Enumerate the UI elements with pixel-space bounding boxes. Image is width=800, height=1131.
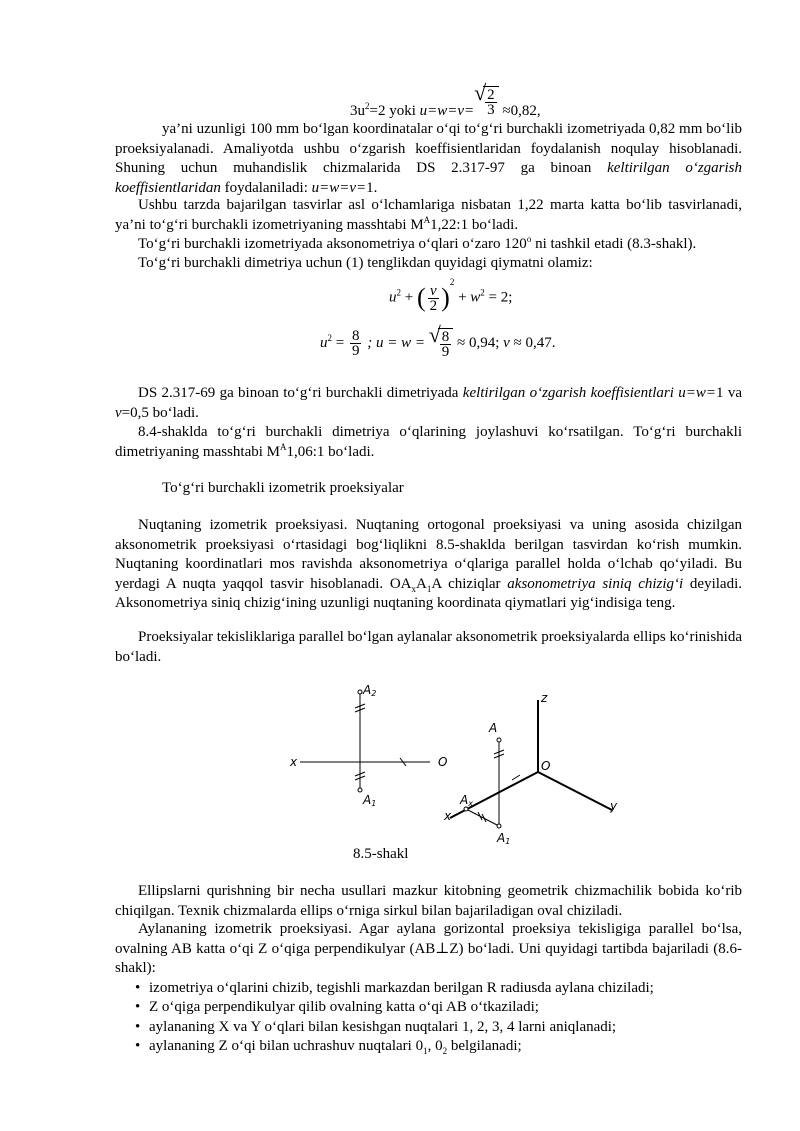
label-y: y — [610, 799, 618, 813]
label-O-right: O — [541, 759, 551, 773]
figure-caption: 8.5-shakl — [353, 846, 409, 862]
label-O-left: O — [438, 755, 448, 769]
paragraph-ellipse-methods: Ellipslarni qurishning bir necha usullari mazkur kitobning geometrik chizmachilik bobida ko‘rib chiqilgan. Texnik chizmalarda ellips o‘rniga sirkul bilan bajariladigan oval chiziladi. — [115, 883, 742, 919]
formula-izometry-coefficient: $3u^2=2$ yoki u=w=v= √ $\frac{2}{3}$ ≈0,82, — [350, 80, 541, 119]
paragraph-ellipse: Proeksiyalar tekisliklariga parallel bo‘lgan aylanalar aksonometrik proeksiyalarda ellips ko‘rinishida bo‘ladi. — [115, 629, 742, 665]
label-x-left: x — [290, 755, 298, 769]
formula-dimetry-sum: $u^2$ + ( $\frac{v}{2}$ )$^2 + w^2 = 2$; — [389, 277, 513, 314]
figure-isometric-projection — [450, 700, 612, 828]
label-x-right: x — [444, 809, 452, 823]
formula-dimetry-values: $u^2$ = $\frac{8}{9}$ ; u = w = √ $\frac{8}{9}$ ≈ 0,94; v ≈ 0,47. — [320, 322, 556, 360]
label-Ax: Ax — [460, 793, 473, 808]
paragraph-circle-projection: Aylananing izometrik proeksiyasi. Agar aylana gorizontal proeksiya tekisligiga parallel bo‘lsa, ovalning AB katta o‘qi Z o‘qiga perpendikulyar (AB⊥Z) bo‘ladi. Uni quyidagi tartibda bajariladi (8.6-shakl): — [115, 921, 742, 976]
paragraph-coefficients: ya’ni uzunligi 100 mm bo‘lgan koordinatalar o‘qi to‘g‘ri burchakli izometriyada 0,82 mm bo‘lib proeksiyalanadi. Amaliyotda ushbu o‘zgarish koeffisientlaridan foydalanish noqulay hisoblanadi. Shuning uchun muhandislik chizmalarida DS 2.317-97 ga binoan keltirilgan o‘zgarish koeffisientlaridan foydalaniladi: u=w=v=1. — [115, 121, 742, 196]
paragraph-axes-angle: To‘g‘ri burchakli izometriyada aksonometriya o‘qlari o‘zaro 120$^o$ ni tashkil etadi (8.3-shakl). — [138, 234, 697, 252]
figure-orthogonal-projection — [300, 690, 430, 792]
label-A2: A2 — [363, 683, 377, 698]
paragraph-point-projection: Nuqtaning izometrik proeksiyasi. Nuqtaning ortogonal proeksiyasi va uning asosida chizilgan aksonometrik proeksiyasi o‘rtasidagi bog‘liqlikni 8.5-shaklda berilgan tasvirdan ko‘rish mumkin. Nuqtaning koordinatlari mos ravishda aksonometriya o‘qlariga parallel holda o‘lchab qo‘yiladi. Bu yerdagi A nuqta yaqqol tasvir hisoblanadi. $OA_xA_1A$ chiziqlar aksonometriya siniq chizig‘i deyiladi. Aksonometriya siniq chizig‘ining uzunligi nuqtaning koordinata qiymatlari yig‘indisiga teng. — [115, 517, 742, 611]
label-z: z — [541, 691, 548, 705]
paragraph-scale-izometry: Ushbu tarzda bajarilgan tasvirlar asl o‘lchamlariga nisbatan 1,22 marta katta bo‘lib tasvirlanadi, ya’ni to‘g‘ri burchakli izometriyaning masshtabi $M^A1,22:1$ bo‘ladi. — [115, 197, 742, 233]
label-A1-left: A1 — [363, 793, 377, 808]
paragraph-dimetry-intro: To‘g‘ri burchakli dimetriya uchun (1) tenglikdan quyidagi qiymatni olamiz: — [138, 255, 593, 271]
paragraph-dimetry-scale: 8.4-shaklda to‘g‘ri burchakli dimetriya o‘qlarining joylashuvi ko‘rsatilgan. To‘g‘ri burchakli dimetriyaning masshtabi $M^A1,06:1$ bo‘ladi. — [115, 424, 742, 460]
paragraph-dimetry-coefficients: DS 2.317-69 ga binoan to‘g‘ri burchakli dimetriyada keltirilgan o‘zgarish koeffisientlari u=w=1 va v=0,5 bo‘ladi. — [115, 385, 742, 421]
label-A-right: A — [489, 721, 498, 735]
section-heading: To‘g‘ri burchakli izometrik proeksiyalar — [162, 480, 404, 496]
document-page: $3u^2=2$ yoki u=w=v= √ $\frac{2}{3}$ ≈0,82, ya’ni uzunligi 100 mm bo‘lgan koordinatalar o‘qi to‘g‘ri burchakli izometriyada 0,82 mm bo‘lib proeksiyalanadi. Amaliyotda ushbu o‘zgarish koeffisientlaridan foydalanish noqulay hisoblanadi. Shuning uchun muhandislik chizmalarida DS 2.317-97 ga binoan keltirilgan o‘zgarish koeffisientlaridan foydalaniladi: u=w=v=1. Ushbu tarzda bajarilgan tasvirlar asl o‘lchamlariga nisbatan 1,22 marta katta bo‘lib tasvirlanadi, ya’ni to‘g‘ri burchakli izometriyaning masshtabi $M^A1,22:1$ bo‘ladi. To‘g‘ri burchakli izometriyada aksonometriya o‘qlari o‘zaro 120$^o$ ni tashkil etadi (8.3-shakl). To‘g‘ri burchakli dimetriya uchun (1) tenglikdan quyidagi qiymatni olamiz: $u^2$ + ( $\frac{v}{2}$ )$^2 + w^2 = 2$; $u^2$ = $\frac{8}{9}$ ; u = w = √ $\frac{8}{9}$ ≈ 0,94; v ≈ 0,47. DS 2.317-69 ga binoan to‘g‘ri burchakli dimetriyada keltirilgan o‘zgarish koeffisientlari u=w=1 va v=0,5 bo‘ladi. 8.4-shaklda to‘g‘ri burchakli dimetriya o‘qlarining joylashuvi ko‘rsatilgan. To‘g‘ri burchakli dimetriyaning masshtabi $M^A1,06:1$ bo‘ladi. To‘g‘ri burchakli izometrik proeksiyalar Nuqtaning izometrik proeksiyasi. Nuqtaning ortogonal proeksiyasi va uning asosida chizilgan aksonometrik proeksiyasi o‘rtasidagi bog‘liqlikni 8.5-shaklda berilgan tasvirdan ko‘rish mumkin. Nuqtaning koordinatlari mos ravishda aksonometriya o‘qlariga parallel holda o‘lchab qo‘yiladi. Bu yerdagi A nuqta yaqqol tasvir hisoblanadi. $OA_xA_1A$ chiziqlar aksonometriya siniq chizig‘i deyiladi. Aksonometriya siniq chizig‘ining uzunligi nuqtaning koordinata qiymatlari yig‘indisiga teng. Proeksiyalar tekisliklariga parallel bo‘lgan aylanalar aksonometrik proeksiyalarda ellips ko‘rinishida bo‘ladi. A2 x O A1 z A O Ax x y A1 8.5-shakl Ellipslarni qurishning bir necha usullari mazkur kitobning geometrik chizmachilik bobida ko‘rib chiqilgan. Texnik chizmalarda ellips o‘rniga sirkul bilan bajariladigan oval chiziladi. Aylananing izometrik proeksiyasi. Agar aylana gorizontal proeksiya tekisligiga parallel bo‘lsa, ovalning AB katta o‘qi Z o‘qiga perpendikulyar (AB⊥Z) bo‘ladi. Uni quyidagi tartibda bajariladi (8.6-shakl): • izometriya o‘qlarini chizib, tegishli markazdan berilgan R radiusda aylana chiziladi; • Z o‘qiga perpendikulyar qilib ovalning katta o‘qi AB o‘tkaziladi; • aylananing X va Y o‘qlari bilan kesishgan nuqtalari 1, 2, 3, 4 larni aniqlanadi; • aylananing Z o‘qi bilan uchrashuv nuqtalari $0_1$, $0_2$ belgilanadi; — [0, 0, 800, 1131]
label-A1-right: A1 — [497, 831, 511, 846]
